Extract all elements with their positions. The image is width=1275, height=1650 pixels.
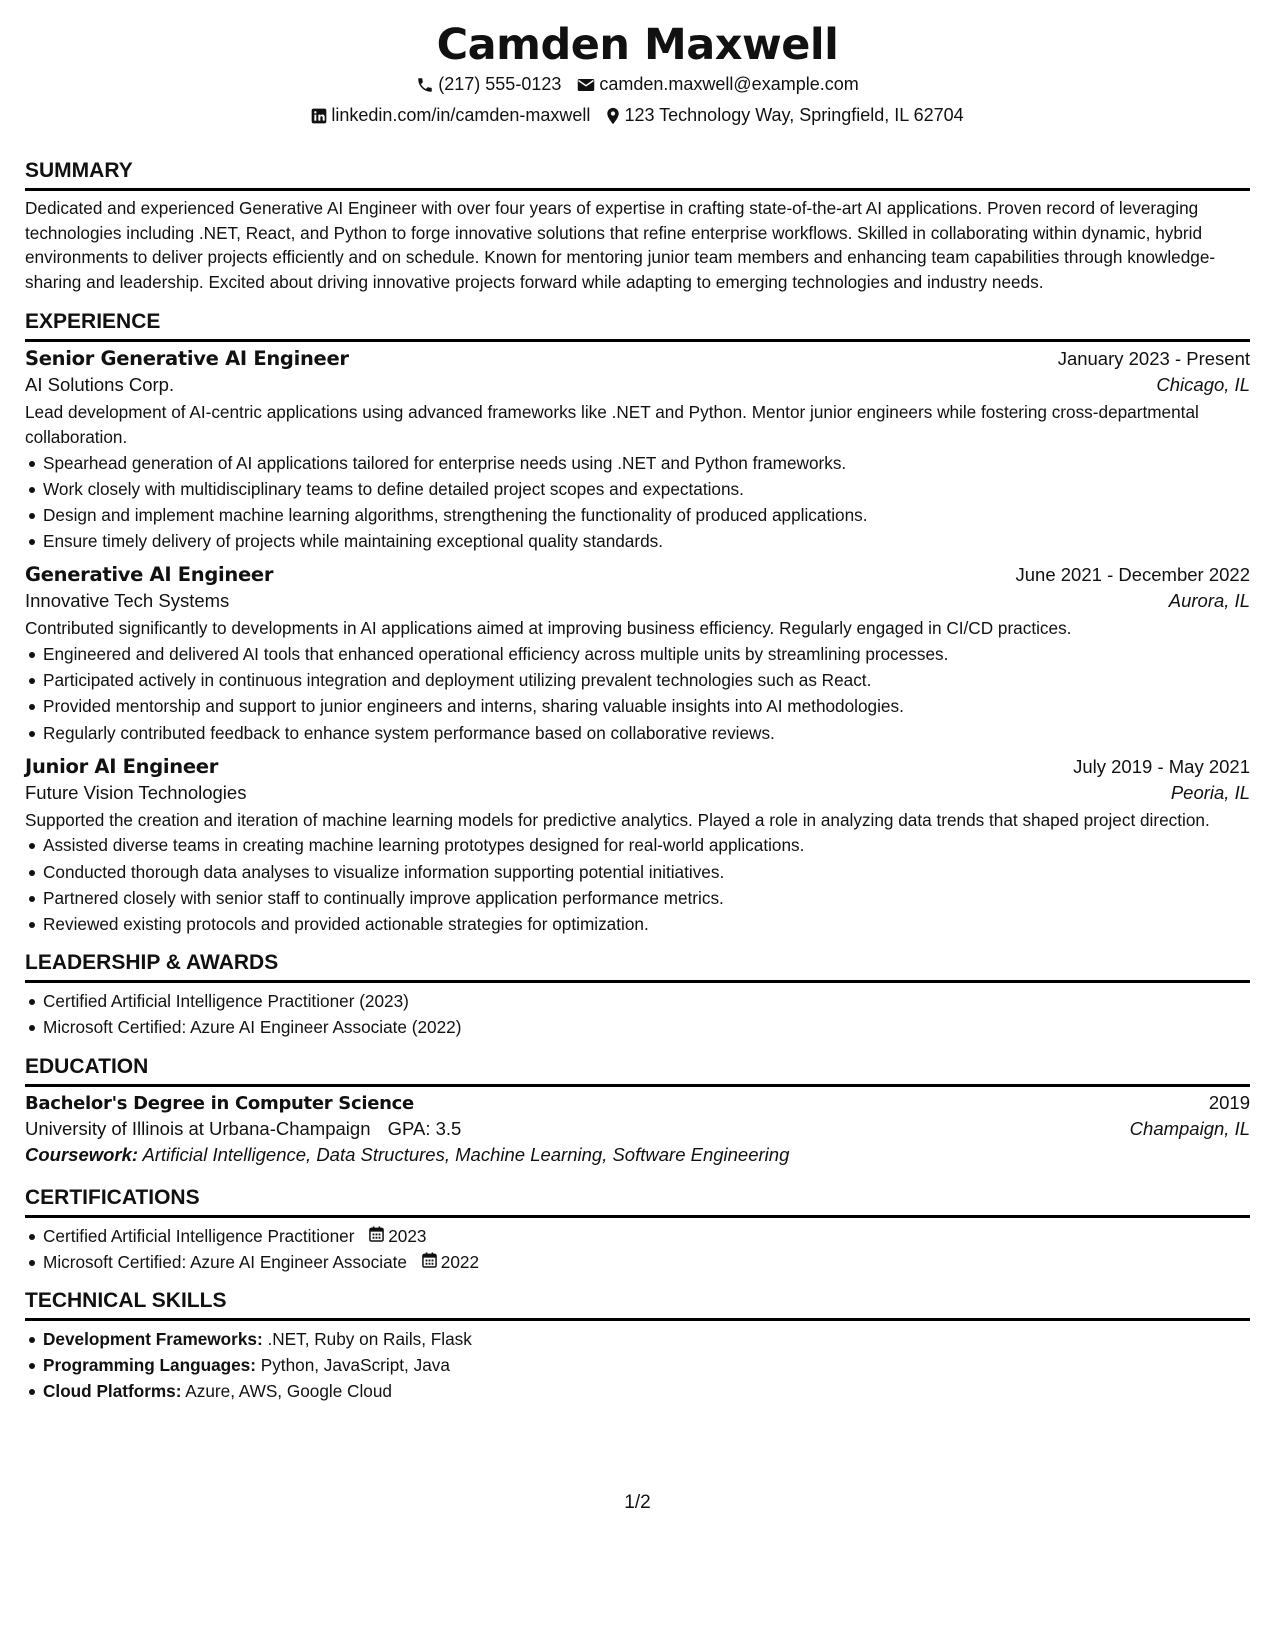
job-bullets <box>25 832 1250 937</box>
list-item: Design and implement machine learning algorithms, strengthening the functionality of produced applications. <box>43 502 1250 528</box>
coursework-line <box>25 1144 1250 1166</box>
job-dates: June 2021 - December 2022 <box>1015 564 1250 586</box>
job-description: Supported the creation and iteration of machine learning models for predictive analytics. Played a role in analyzing data trends that shaped project direction. <box>25 809 1210 830</box>
job-location: Peoria, IL <box>1170 781 1250 803</box>
list-item <box>43 1352 1250 1378</box>
certifications-section <box>25 1184 1250 1275</box>
certification-date <box>369 1223 426 1249</box>
coursework-label: Coursework: <box>25 1143 139 1165</box>
job-title: Generative AI Engineer <box>25 563 274 587</box>
leadership-heading: LEADERSHIP & AWARDS <box>25 949 1250 983</box>
job-title: Senior Generative AI Engineer <box>25 347 349 371</box>
summary-text: Dedicated and experienced Generative AI Engineer with over four years of expertise in crafting state-of-the-art AI applications. Proven record of leveraging technologies including .NET, React, and Python to forge innovative solutions that refine enterprise workflows. Skilled in collaborating within dynamic, hybrid environments to deliver projects efficiently and on schedule. Known for mentoring junior team members and enhancing team capabilities through knowledge-sharing and leadership. Excited about driving innovative projects forward while adapting to emerging technologies and industry needs. <box>25 198 1216 292</box>
certification-name: Microsoft Certified: Azure AI Engineer Associate <box>43 1251 407 1272</box>
certification-name: Certified Artificial Intelligence Practitioner <box>43 1225 355 1246</box>
list-item: Spearhead generation of AI applications tailored for enterprise needs using .NET and Python frameworks. <box>43 450 1250 476</box>
skill-category: Programming Languages: <box>43 1355 256 1376</box>
job-company-row <box>25 590 1250 612</box>
job-entry <box>25 563 1250 745</box>
list-item: Work closely with multidisciplinary teams to define detailed project scopes and expectations. <box>43 476 1250 502</box>
list-item <box>43 1378 1250 1404</box>
job-company-row <box>25 782 1250 804</box>
list-item: Ensure timely delivery of projects while maintaining exceptional quality standards. <box>43 528 1250 554</box>
list-item: Reviewed existing protocols and provided actionable strategies for optimization. <box>43 911 1250 937</box>
coursework-list: Artificial Intelligence, Data Structures, Machine Learning, Software Engineering <box>142 1143 790 1165</box>
address-contact <box>606 100 963 131</box>
job-header-row <box>25 347 1250 370</box>
linkedin-icon <box>311 108 327 124</box>
list-item: Assisted diverse teams in creating machine learning prototypes designed for real-world applications. <box>43 832 1250 858</box>
skill-values: Azure, AWS, Google Cloud <box>185 1381 392 1402</box>
job-description: Lead development of AI-centric applications using advanced frameworks like .NET and Python. Mentor junior engineers while fostering cross-departmental collaboration. <box>25 402 1199 447</box>
job-bullets <box>25 641 1250 746</box>
phone-text: (217) 555-0123 <box>438 74 562 94</box>
list-item <box>43 1249 1250 1275</box>
job-company: AI Solutions Corp. <box>25 374 175 396</box>
job-location: Chicago, IL <box>1156 374 1250 396</box>
summary-section <box>25 157 1250 294</box>
job-dates: July 2019 - May 2021 <box>1073 755 1250 777</box>
job-company-row <box>25 374 1250 396</box>
certification-year: 2022 <box>440 1251 480 1272</box>
experience-section <box>25 308 1250 937</box>
gpa: GPA: 3.5 <box>387 1117 462 1139</box>
contact-line-2 <box>25 100 1250 131</box>
job-header-row <box>25 755 1250 778</box>
job-dates: January 2023 - Present <box>1057 348 1250 370</box>
education-section <box>25 1053 1250 1166</box>
list-item: Engineered and delivered AI tools that enhanced operational efficiency across multiple units by streamlining processes. <box>43 641 1250 667</box>
school-row <box>25 1118 1250 1140</box>
list-item <box>43 1326 1250 1352</box>
calendar-icon <box>369 1223 384 1249</box>
experience-heading: EXPERIENCE <box>25 308 1250 342</box>
email-text: camden.maxwell@example.com <box>599 74 859 94</box>
page-number: 1/2 <box>624 1492 651 1513</box>
school-name: University of Illinois at Urbana-Champaign <box>25 1117 371 1139</box>
phone-icon <box>416 76 434 94</box>
skill-category: Development Frameworks: <box>43 1329 263 1349</box>
resume-page <box>25 18 1250 1405</box>
calendar-icon <box>422 1249 437 1275</box>
linkedin-text: linkedin.com/in/camden-maxwell <box>331 105 591 125</box>
linkedin-contact[interactable] <box>311 100 590 131</box>
list-item: Partnered closely with senior staff to continually improve application performance metrics. <box>43 885 1250 911</box>
email-contact[interactable] <box>577 69 858 100</box>
leadership-section <box>25 949 1250 1040</box>
job-company: Future Vision Technologies <box>25 781 247 803</box>
envelope-icon <box>577 77 595 93</box>
certifications-list <box>25 1223 1250 1275</box>
job-entry <box>25 347 1250 554</box>
degree-row <box>25 1092 1250 1114</box>
list-item: Certified Artificial Intelligence Practitioner (2023) <box>43 988 1250 1014</box>
list-item: Participated actively in continuous integration and deployment utilizing prevalent technologies such as React. <box>43 667 1250 693</box>
skills-heading: TECHNICAL SKILLS <box>25 1287 1250 1321</box>
skill-category: Cloud Platforms: <box>43 1381 182 1402</box>
phone-contact <box>416 69 561 100</box>
skills-list <box>25 1326 1250 1405</box>
certification-date <box>422 1249 479 1275</box>
job-company: Innovative Tech Systems <box>25 590 230 612</box>
school-info <box>25 1118 461 1140</box>
job-entry <box>25 755 1250 937</box>
contact-line-1 <box>25 69 1250 100</box>
degree-title: Bachelor's Degree in Computer Science <box>25 1092 414 1114</box>
graduation-year: 2019 <box>1208 1091 1250 1113</box>
school-location: Champaign, IL <box>1129 1117 1250 1139</box>
list-item: Microsoft Certified: Azure AI Engineer Associate (2022) <box>43 1014 1250 1040</box>
job-title: Junior AI Engineer <box>25 754 219 778</box>
certifications-heading: CERTIFICATIONS <box>25 1184 1250 1218</box>
education-heading: EDUCATION <box>25 1053 1250 1087</box>
job-bullets <box>25 450 1250 555</box>
list-item: Conducted thorough data analyses to visualize information supporting potential initiatives. <box>43 859 1250 885</box>
skill-values: Python, JavaScript, Java <box>260 1355 450 1376</box>
job-location: Aurora, IL <box>1168 590 1250 612</box>
summary-heading: SUMMARY <box>25 157 1250 191</box>
map-pin-icon <box>606 107 620 125</box>
list-item: Regularly contributed feedback to enhance system performance based on collaborative reviews. <box>43 720 1250 746</box>
list-item: Provided mentorship and support to junior engineers and interns, sharing valuable insights into AI methodologies. <box>43 693 1250 719</box>
leadership-list <box>25 988 1250 1040</box>
list-item <box>43 1223 1250 1249</box>
skills-section <box>25 1287 1250 1405</box>
address-text: 123 Technology Way, Springfield, IL 62704 <box>624 105 964 125</box>
candidate-name: Camden Maxwell <box>436 20 839 70</box>
skill-values: .NET, Ruby on Rails, Flask <box>267 1329 472 1349</box>
job-description: Contributed significantly to developments in AI applications aimed at improving business efficiency. Regularly engaged in CI/CD practices. <box>25 618 1072 639</box>
job-header-row <box>25 563 1250 586</box>
certification-year: 2023 <box>388 1225 427 1246</box>
